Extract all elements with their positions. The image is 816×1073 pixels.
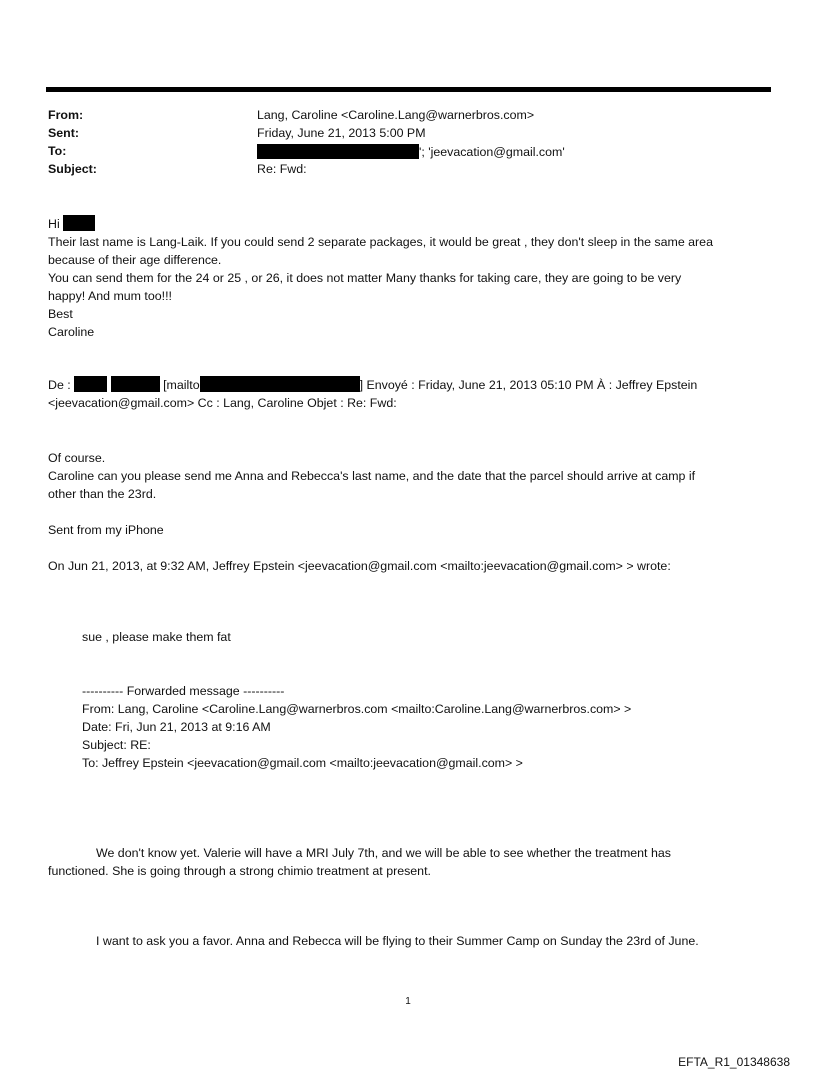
je-note: sue , please make them fat <box>82 630 231 644</box>
body-line: I want to ask you a favor. Anna and Rebecca will be flying to their Summer Camp on Sunday the 23rd of June. <box>96 934 699 948</box>
to-recipients: '; 'jeevacation@gmail.com' <box>419 145 565 159</box>
reply-line: because of their age difference. <box>48 253 222 267</box>
page-number: 1 <box>405 996 411 1007</box>
to-label: To: <box>48 144 67 158</box>
quoted-header-rest: ] Envoyé : Friday, June 21, 2013 05:10 PM À : Jeffrey Epstein <box>359 378 698 392</box>
forwarded-to: To: Jeffrey Epstein <jeevacation@gmail.com <mailto:jeevacation@gmail.com> > <box>82 756 523 770</box>
subject-label: Subject: <box>48 162 97 176</box>
forwarded-from: From: Lang, Caroline <Caroline.Lang@warnerbros.com <mailto:Caroline.Lang@warnerbros.com> > <box>82 702 632 716</box>
sue-line: other than the 23rd. <box>48 487 157 501</box>
greeting-line <box>48 215 778 233</box>
forwarded-block <box>82 682 782 772</box>
subject-value: Re: Fwd: <box>257 162 307 176</box>
redaction-box <box>200 376 360 392</box>
from-value: Lang, Caroline <Caroline.Lang@warnerbros.com> <box>257 108 535 122</box>
sue-line: Of course. <box>48 451 106 465</box>
quoted-header-line <box>48 376 778 394</box>
greeting: Hi <box>48 217 60 231</box>
redaction-box <box>63 215 95 231</box>
forwarded-date: Date: Fri, Jun 21, 2013 at 9:16 AM <box>82 720 271 734</box>
body-line: We don't know yet. Valerie will have a MRI July 7th, and we will be able to see whether the treatment has <box>96 846 671 860</box>
body-line: functioned. She is going through a strong chimio treatment at present. <box>48 864 431 878</box>
on-wrote-line: On Jun 21, 2013, at 9:32 AM, Jeffrey Epstein <jeevacation@gmail.com <mailto:jeevacation@gmail.com> > wrote: <box>48 559 671 573</box>
redaction-box <box>111 376 160 392</box>
de-label: De : <box>48 378 71 392</box>
to-value <box>257 144 565 159</box>
quoted-header <box>48 376 778 412</box>
reply-line: You can send them for the 24 or 25 , or 26, it does not matter Many thanks for taking care, they are going to be very <box>48 271 682 285</box>
sent-label: Sent: <box>48 126 79 140</box>
reply-line: Their last name is Lang-Laik. If you could send 2 separate packages, it would be great , they don't sleep in the same area <box>48 235 713 249</box>
reply-closing: Best <box>48 307 73 321</box>
forwarded-separator: ---------- Forwarded message ---------- <box>82 684 285 698</box>
mailto-label: [mailto <box>163 378 200 392</box>
quoted-header-line2: <jeevacation@gmail.com> Cc : Lang, Caroline Objet : Re: Fwd: <box>48 396 397 410</box>
reply-body <box>48 233 778 341</box>
forwarded-subject: Subject: RE: <box>82 738 151 752</box>
sue-line: Caroline can you please send me Anna and Rebecca's last name, and the date that the parcel should arrive at camp if <box>48 469 696 483</box>
top-rule <box>46 87 771 92</box>
body-paragraph-1 <box>48 844 778 880</box>
from-label: From: <box>48 108 84 122</box>
sue-reply <box>48 449 778 503</box>
redaction-box <box>74 376 107 392</box>
bates-number: EFTA_R1_01348638 <box>678 1055 790 1069</box>
reply-signature: Caroline <box>48 325 95 339</box>
sent-value: Friday, June 21, 2013 5:00 PM <box>257 126 426 140</box>
reply-line: happy! And mum too!!! <box>48 289 172 303</box>
sent-from-line: Sent from my iPhone <box>48 523 164 537</box>
redaction-box <box>257 144 419 159</box>
body-paragraph-2 <box>48 932 778 950</box>
